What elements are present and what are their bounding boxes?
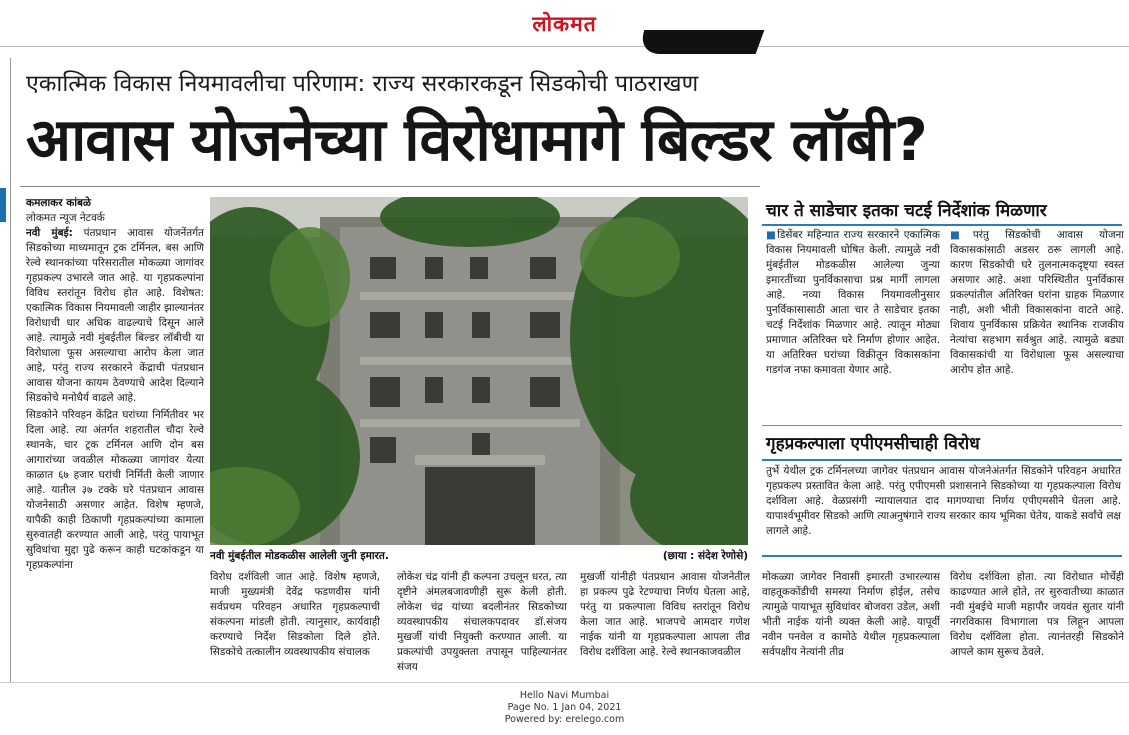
author-name: कमलाकर कांबळे: [26, 197, 91, 209]
footer-page-date: Page No. 1 Jan 04, 2021: [507, 702, 622, 713]
footer-powered-by: Powered by: erelego.com: [504, 714, 625, 725]
photo-caption: नवी मुंबईतील मोडकळीस आलेली जुनी इमारत.: [210, 550, 389, 562]
box-1-right-text: परंतु सिडकोची आवास योजना विकासकांसाठी अडसर ठरू लागली आहे. कारण सिडकोची घरे तुलनात्मकदृष्ट्या स्वस्त असणार आहे. अशा परिस्थितीत पुनर्विकास प्रकल्पांतील अतिरिक्त घरांना ग्राहक मिळणार नाही, अशी भीती विकासकांना वाटते आहे. शिवाय पुनर्विकास प्रक्रियेत स्थानिक राजकीय नेत्यांचा सहभाग सर्वश्रुत आहे. त्यामुळे बड्या विकासकांची या विरोधाला फूस असल्याचा आरोप होत आहे.: [950, 229, 1124, 376]
page-footer: [0, 690, 1129, 726]
box-1-left-text: डिसेंबर महिन्यात राज्य सरकारने एकात्मिक विकास नियमावली घोषित केली. त्यामुळे नवी मुंबईतील मोडकळीस आलेल्या जुन्या इमारतींच्या पुनर्विकासाचा प्रश्न मार्गी लागला आहे. नव्या विकास नियमावलीनुसार पुनर्विकासासाठी आता चार ते साडेचार इतका चटई निर्देशांक मिळणार आहे. त्यातून मोठ्या प्रमाणात अतिरिक्त घरे निर्माण होणार आहेत. या अतिरिक्त घरांच्या विक्रीतून विकासकांना गडगंज नफा कमावता येणार आहे.: [766, 229, 940, 376]
left-margin-strip: [0, 58, 11, 683]
bullet-icon: ■: [950, 229, 973, 241]
article-column-1: [26, 226, 204, 681]
masthead-decoration: [636, 30, 765, 54]
article-headline: आवास योजनेच्या विरोधामागे बिल्डर लॉबी?: [26, 105, 927, 174]
column-1-text-b: सिडकोने परिवहन केंद्रित घरांच्या निर्मितीवर भर दिला आहे. त्या अंतर्गत शहरातील चौदा रेल्वे स्थानके, चार ट्रक टर्मिनल आणि दोन बस आगारांच्या जवळील मोकळ्या जागांवर येत्या काळात ६७ हजार घरांची निर्मिती केली जाणार आहे. यातील ३७ टक्के घरे पंतप्रधान आवास योजनेसाठी असणार आहेत. विशेष म्हणजे, यापैकी काही ठिकाणी गृहप्रकल्पांच्या कामाला सुरुवातही करण्यात आली आहे, परंतु पायाभूत सुविधांचा मुद्दा पुढे करून काही घटकांकडून या गृहप्रकल्पांना: [26, 409, 204, 571]
box-1-right-column: [950, 228, 1124, 420]
article-column-5: मोकळ्या जागेवर निवासी इमारती उभारल्यास वाहतूककोंडीची समस्या निर्माण होईल, तसेच त्यामुळे पायाभूत सुविधांवर बोजवरा उडेल, अशी भीती नाईक यांनी व्यक्त केली आहे. यापूर्वी नवीन पनवेल व कामोठे येथील गृहप्रकल्पाला सर्वपक्षीय नेत्यांनी तीव्र: [762, 571, 940, 658]
bullet-icon: ■: [766, 229, 778, 241]
article-column-6: विरोध दर्शविला होता. त्या विरोधात मोर्चेही काढण्यात आले होते, तर सुरुवातीच्या काळात नवी मुंबईचे माजी महापौर जयवंत सुतार यांनी नगरविकास विभागाला पत्र लिहून आपला विरोध दर्शविला होता. त्यानंतरही सिडकोने आपले काम सुरूच ठेवले.: [950, 571, 1124, 658]
footer-edition: Hello Navi Mumbai: [519, 690, 610, 701]
box-2-bottom-rule: [762, 555, 1122, 557]
building-photo: [210, 197, 748, 545]
box-2-body: तुर्भे येथील ट्रक टर्मिनलच्या जागेवर पंतप्रधान आवास योजनेअंतर्गत सिडकोने परिवहन अधारित गृहप्रकल्प प्रस्तावित केला आहे. परंतु एपीएमसी प्रशासनाने सिडकोच्या या गृहप्रकल्पाला विरोध दर्शविला आहे. वेळप्रसंगी न्यायालयात दाद मागण्याचा निर्णय एपीएमसीने घेतला आहे. यापार्श्वभूमीवर सिडको आणि त्याअनुषंगाने राज्य सरकार काय भूमिका घेतेय, याकडे सर्वांचे लक्ष लागले आहे.: [766, 465, 1121, 537]
news-agency: लोकमत न्यूज नेटवर्क: [26, 212, 105, 224]
page-bottom-rule: [0, 682, 1129, 683]
photo-caption-bar: [210, 547, 748, 565]
column-1-text: पंतप्रधान आवास योजनेंतर्गत सिडकोच्या माध्यमातून ट्रक टर्मिनल, बस आणि रेल्वे स्थानकांच्या परिसरातील मोकळ्या जागांवर गृहप्रकल्प उभारले जात आहे. या गृहप्रकल्पांना विविध स्तरांतून विरोध होत आहे. विशेषत: एकात्मिक विकास नियमावली जाहीर झाल्यानंतर विरोधाची धार अधिक वाढल्याचे दिसून आले आहे. त्यामुळे नवी मुंबईतील बिल्डर लॉबीची या विरोधाला फूस असल्याचा आरोप केला जात आहे, परंतु राज्य सरकारने केंद्राची पंतप्रधान आवास योजना कायम ठेवण्याचे आदेश दिल्याने सिडकोचे मनोधैर्य वाढले आहे.: [26, 227, 204, 404]
lokmat-logo: लोकमत: [532, 12, 597, 36]
article-kicker: एकात्मिक विकास नियमावलीचा परिणाम: राज्य सरकारकडून सिडकोची पाठराखण: [26, 71, 699, 97]
box-1-rule: [762, 224, 1122, 226]
dateline: नवी मुंबई:: [26, 227, 73, 239]
box-2-rule: [762, 459, 1122, 461]
box-1-left-column: [766, 228, 940, 420]
article-column-4: मुखर्जी यांनीही पंतप्रधान आवास योजनेतील हा प्रकल्प पुढे रेटण्याचा निर्णय घेतला आहे, परंतु या प्रकल्पाला विविध स्तरांतून विरोध केला जात आहे. भाजपचे आमदार गणेश नाईक यांनी या गृहप्रकल्पाला आपला तीव्र विरोध दर्शविला आहे. रेल्वे स्थानकाजवळील: [580, 571, 750, 658]
masthead: [0, 0, 1129, 47]
article-column-3: लोकेश चंद्र यांनी ही कल्पना उचलून धरत, त्या दृष्टीने अंमलबजावणीही सुरू केली होती. लोकेश चंद्र यांच्या बदलीनंतर सिडकोच्या व्यवस्थापकीय संचालकपदावर डॉ.संजय मुखर्जी यांची नियुक्ती करण्यात आली. या प्रकल्पांची उपयुक्तता तपासून पाहिल्यानंतर संजय: [397, 571, 567, 673]
headline-rule: [20, 186, 760, 187]
box-2-title: गृहप्रकल्पाला एपीएमसीचाही विरोध: [766, 434, 980, 454]
article-column-2: विरोध दर्शविली जात आहे. विशेष म्हणजे, माजी मुख्यमंत्री देवेंद्र फडणवीस यांनी सर्वप्रथम परिवहन अधारित गृहप्रकल्पाची संकल्पना मांडली होती. त्यानुसार, कार्यवाही करण्याचे निर्देश सिडकोला दिले होते. सिडकोचे तत्कालीन व्यवस्थापकीय संचालक: [210, 571, 380, 658]
box-2-top-rule: [762, 425, 1122, 426]
box-1-title: चार ते साडेचार इतका चटई निर्देशांक मिळणार: [766, 201, 1047, 221]
photo-credit: (छाया : संदेश रेणोसे): [662, 550, 748, 562]
